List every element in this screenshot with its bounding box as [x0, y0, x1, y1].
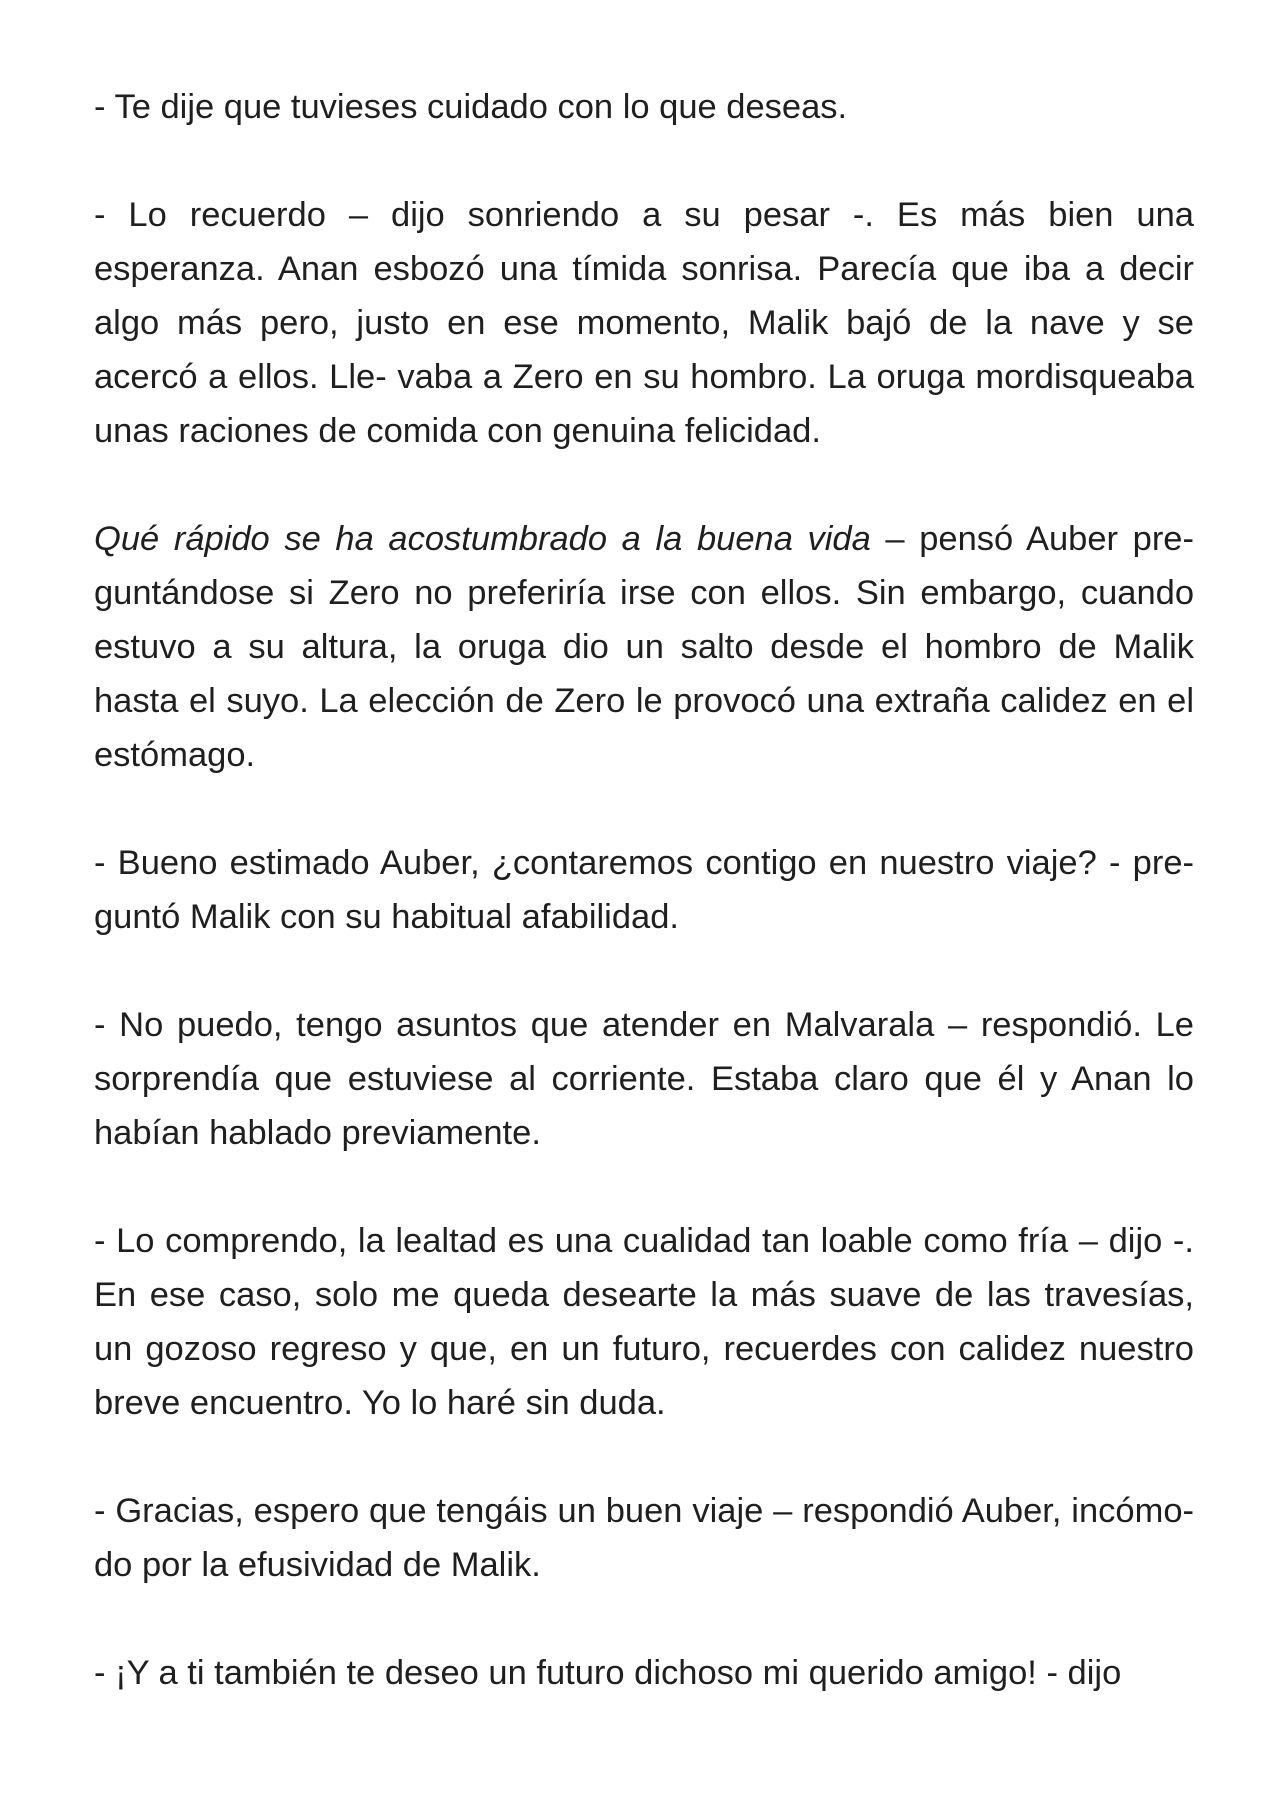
- text-line: Anan esbozó una tímida sonrisa. Parecía que iba a decir algo más pero,: [94, 250, 1194, 342]
- text-line: sorprendía que estuviese al corriente. Estaba claro que él y Anan lo: [94, 1060, 1194, 1098]
- text-line: - Lo recuerdo – dijo sonriendo a su pesar -. Es más bien una esperanza.: [94, 196, 1194, 288]
- text-line: – pensó Auber pre-: [870, 520, 1194, 558]
- paragraph: [94, 998, 1194, 1160]
- text-line: vaba a Zero en su hombro. La oruga mordisqueaba unas raciones de: [94, 358, 1194, 450]
- text-line: guntó Malik con su habitual afabilidad.: [94, 898, 679, 936]
- text-line: un gozoso regreso y que, en un futuro, recuerdes con calidez nuestro: [94, 1330, 1194, 1368]
- paragraph: [94, 836, 1194, 944]
- text-line: estuvo a su altura, la oruga dio un salto desde el hombro de Malik: [94, 628, 1194, 666]
- paragraph: [94, 1214, 1194, 1430]
- text-line: justo en ese momento, Malik bajó de la nave y se acercó a ellos. Lle-: [94, 304, 1194, 396]
- text-line: - Gracias, espero que tengáis un buen viaje – respondió Auber, incómo-: [94, 1492, 1194, 1530]
- paragraph: [94, 1484, 1194, 1592]
- text-line: guntándose si Zero no preferiría irse con ellos. Sin embargo, cuando: [94, 574, 1194, 612]
- text-line: -. En ese caso, solo me queda desearte la más suave de las travesías,: [94, 1222, 1194, 1314]
- text-line: - No puedo, tengo asuntos que atender en Malvarala – respondió. Le: [94, 1006, 1194, 1044]
- paragraph: [94, 512, 1194, 782]
- text-line: - Te dije que tuvieses cuidado con lo que deseas.: [94, 88, 848, 126]
- text-line: - Lo comprendo, la lealtad es una cualidad tan loable como fría – dijo: [94, 1222, 1163, 1260]
- text-line: comida con genuina felicidad.: [366, 412, 821, 450]
- text-line: - ¡Y a ti también te deseo un futuro dichoso mi querido amigo! - dijo: [94, 1654, 1122, 1692]
- text-line: breve encuentro. Yo lo haré sin duda.: [94, 1384, 666, 1422]
- text-line: - Bueno estimado Auber, ¿contaremos contigo en nuestro viaje? - pre-: [94, 844, 1194, 882]
- text-line: estómago.: [94, 736, 256, 774]
- italic-thought: Qué rápido se ha acostumbrado a la buena vida: [94, 520, 871, 558]
- paragraph: [94, 80, 1194, 134]
- document-page: [94, 80, 1194, 1700]
- text-line: habían hablado previamente.: [94, 1114, 541, 1152]
- text-line: hasta el suyo. La elección de Zero le provocó una extraña calidez en el: [94, 682, 1194, 720]
- paragraph: [94, 188, 1194, 458]
- text-line: do por la efusividad de Malik.: [94, 1546, 541, 1584]
- paragraph: [94, 1646, 1194, 1700]
